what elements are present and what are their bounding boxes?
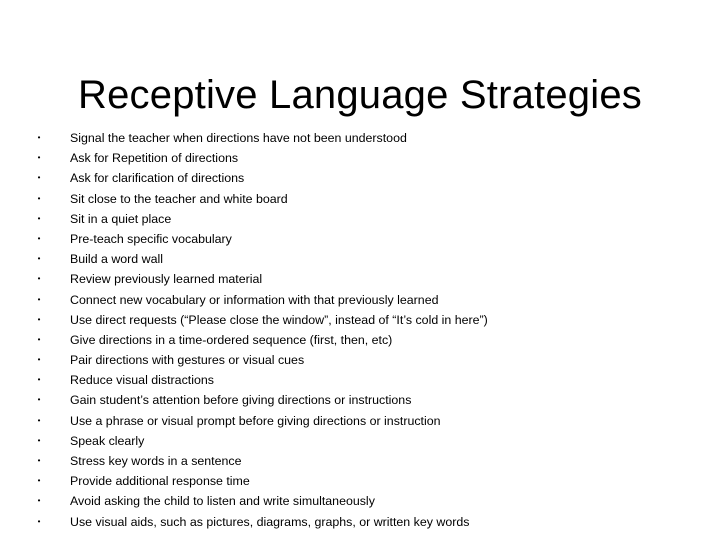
list-item-text: Use visual aids, such as pictures, diagrams, graphs, or written key words	[70, 514, 470, 529]
list-item-text: Provide additional response time	[70, 474, 250, 489]
list-item	[34, 512, 694, 532]
bullet-dot-icon: •	[37, 435, 41, 445]
list-item-text: Use a phrase or visual prompt before giving directions or instruction	[70, 413, 441, 428]
bullet-dot-icon: •	[37, 456, 41, 465]
list-item	[34, 310, 694, 330]
list-item	[34, 411, 694, 431]
list-item-text: Build a word wall	[70, 252, 163, 267]
bullet-dot-icon: •	[37, 496, 41, 506]
list-item-text: Pair directions with gestures or visual cues	[70, 353, 305, 368]
list-item	[34, 370, 694, 390]
bullet-dot-icon: •	[37, 294, 41, 304]
list-item-text: Stress key words in a sentence	[70, 454, 242, 468]
list-item	[34, 471, 694, 491]
list-item-text: Pre-teach specific vocabulary	[70, 231, 232, 246]
bullet-dot-icon: •	[37, 213, 41, 223]
list-item	[34, 269, 694, 289]
strategy-list	[34, 128, 694, 532]
bullet-dot-icon: •	[37, 153, 41, 163]
list-item	[34, 290, 694, 310]
list-item-text: Use direct requests (“Please close the window”, instead of “It’s cold in here”)	[70, 312, 488, 327]
bullet-dot-icon: •	[37, 133, 41, 142]
list-item-text: Ask for clarification of directions	[70, 171, 245, 186]
list-item	[34, 148, 694, 168]
list-item	[34, 350, 694, 370]
bullet-dot-icon: •	[37, 415, 41, 425]
bullet-dot-icon: •	[37, 173, 41, 183]
list-item	[34, 168, 694, 188]
bullet-dot-icon: •	[37, 395, 41, 405]
bullet-dot-icon: •	[37, 314, 41, 324]
bullet-dot-icon: •	[37, 516, 41, 526]
bullet-dot-icon: •	[37, 254, 41, 264]
list-item-text: Ask for Repetition of directions	[70, 151, 239, 166]
list-item-text: Reduce visual distractions	[70, 373, 214, 388]
list-item-text: Review previously learned material	[70, 272, 263, 287]
list-item	[34, 451, 694, 471]
list-item-text: Connect new vocabulary or information with that previously learned	[70, 292, 439, 307]
slide-title: Receptive Language Strategies	[78, 72, 642, 117]
list-item	[34, 390, 694, 410]
list-item	[34, 189, 694, 209]
list-item-text: Sit in a quiet place	[70, 211, 172, 226]
list-item-text: Give directions in a time-ordered sequence (first, then, etc)	[70, 332, 393, 347]
bullet-dot-icon: •	[37, 274, 41, 284]
list-item	[34, 229, 694, 249]
list-item	[34, 128, 694, 148]
list-item	[34, 249, 694, 269]
list-item	[34, 491, 694, 511]
bullet-dot-icon: •	[37, 233, 41, 243]
bullet-dot-icon: •	[37, 193, 41, 203]
list-item-text: Sit close to the teacher and white board	[70, 191, 288, 206]
list-item-text: Avoid asking the child to listen and write simultaneously	[70, 494, 375, 509]
list-item	[34, 330, 694, 350]
list-item	[34, 431, 694, 451]
list-item-text: Gain student’s attention before giving directions or instructions	[70, 393, 412, 408]
bullet-dot-icon: •	[37, 375, 41, 385]
list-item	[34, 209, 694, 229]
bullet-dot-icon: •	[37, 334, 41, 344]
bullet-dot-icon: •	[37, 355, 41, 365]
list-item-text: Speak clearly	[70, 433, 145, 448]
list-item-text: Signal the teacher when directions have not been understood	[70, 131, 407, 145]
bullet-dot-icon: •	[37, 476, 41, 486]
